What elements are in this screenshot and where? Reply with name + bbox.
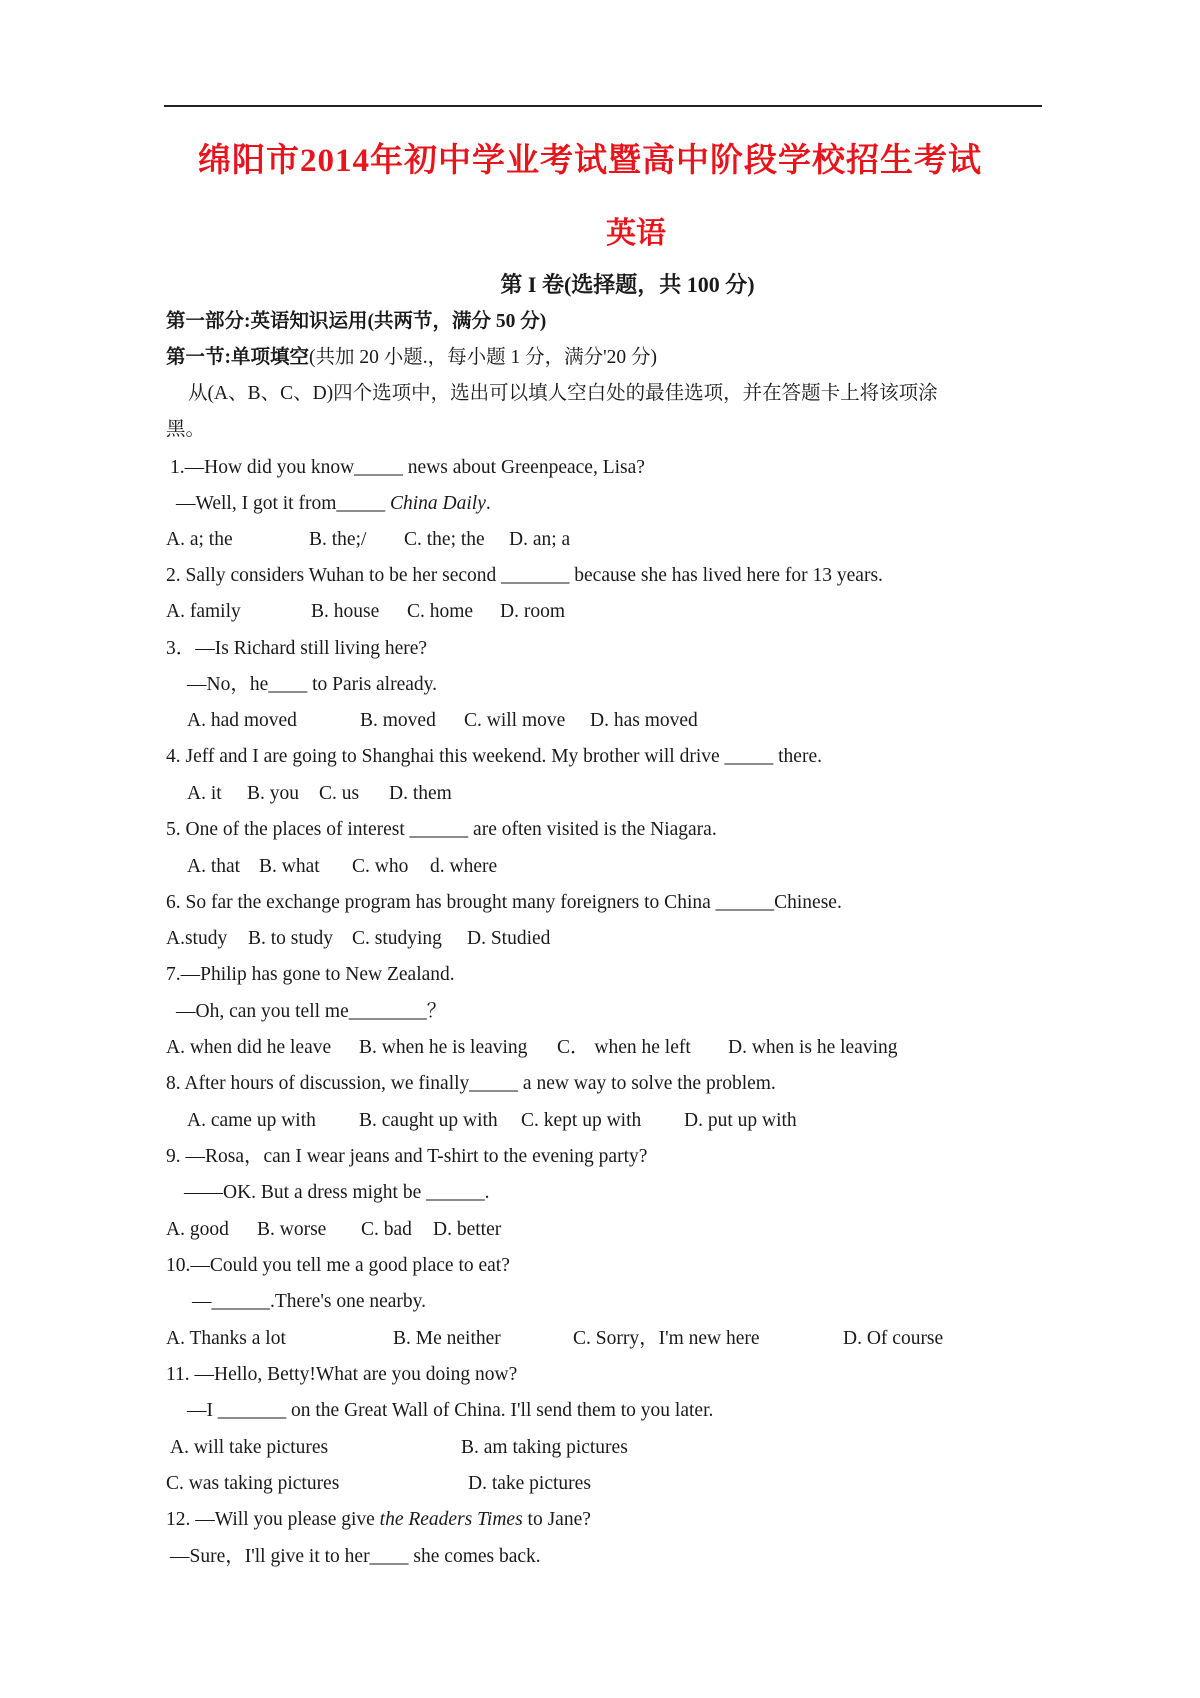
- volume-heading: 第 I 卷(选择题，共 100 分): [500, 272, 755, 297]
- question-5-options: [187, 855, 497, 879]
- exam-title: 绵阳市2014年初中学业考试暨高中阶段学校招生考试: [198, 143, 982, 179]
- question-3: 3．—Is Richard still living here?: [166, 638, 428, 659]
- option-a[interactable]: A. family: [166, 601, 241, 622]
- option-d[interactable]: D. put up with: [684, 1110, 797, 1131]
- option-b[interactable]: B. the;/: [309, 529, 367, 550]
- option-d[interactable]: D. when is he leaving: [728, 1037, 898, 1058]
- option-c[interactable]: C. who: [352, 856, 409, 877]
- question-9-reply: ——OK. But a dress might be ______.: [184, 1182, 490, 1203]
- question-11: 11. —Hello, Betty!What are you doing now?: [166, 1364, 518, 1385]
- option-a[interactable]: A. came up with: [187, 1110, 316, 1131]
- question-10: 10.—Could you tell me a good place to eat?: [166, 1255, 510, 1276]
- question-11-reply: —I _______ on the Great Wall of China. I'll send them to you later.: [187, 1400, 714, 1421]
- option-c[interactable]: C. bad: [361, 1219, 412, 1240]
- question-7: 7.—Philip has gone to New Zealand.: [166, 964, 455, 985]
- reply-end: .: [485, 493, 491, 514]
- question-11-option-d[interactable]: D. take pictures: [468, 1473, 591, 1494]
- question-2: 2. Sally considers Wuhan to be her second _______ because she has lived here for 13 years.: [166, 565, 883, 586]
- option-d[interactable]: D. Studied: [467, 928, 551, 949]
- question-1-reply: [176, 492, 491, 516]
- newspaper-title: China Daily: [390, 493, 486, 514]
- question-7-reply: —Oh, can you tell me________？: [176, 1001, 447, 1022]
- question-10-options: [166, 1327, 943, 1351]
- option-a[interactable]: A. good: [166, 1219, 229, 1240]
- section-note: (共加 20 小题.，每小题 1 分，满分'20 分): [309, 347, 658, 368]
- question-7-options: [166, 1036, 898, 1060]
- part-heading: 第一部分:英语知识运用(共两节，满分 50 分): [166, 311, 547, 332]
- option-c[interactable]: C. Sorry，I'm new here: [573, 1328, 760, 1349]
- option-c[interactable]: C. the; the: [404, 529, 485, 550]
- question-11-option-a[interactable]: A. will take pictures: [170, 1437, 329, 1458]
- section-title: 第一节:单项填空: [166, 347, 309, 368]
- option-b[interactable]: B. you: [247, 783, 300, 804]
- option-a[interactable]: A.study: [166, 928, 228, 949]
- question-10-reply: —______.There's one nearby.: [192, 1291, 427, 1312]
- option-d[interactable]: D. them: [389, 783, 452, 804]
- newspaper-title: the Readers Times: [379, 1509, 523, 1530]
- question-5: 5. One of the places of interest ______ are often visited is the Niagara.: [166, 819, 717, 840]
- option-a[interactable]: A. that: [187, 856, 241, 877]
- option-d[interactable]: D. has moved: [590, 710, 698, 731]
- question-6: 6. So far the exchange program has brought many foreigners to China ______Chinese.: [166, 892, 842, 913]
- question-4-options: [187, 782, 452, 806]
- option-b[interactable]: B. what: [259, 856, 320, 877]
- option-b[interactable]: B. Me neither: [393, 1328, 501, 1349]
- instructions-line-2: 黑。: [166, 419, 206, 440]
- option-a[interactable]: A. when did he leave: [166, 1037, 332, 1058]
- question-12: [166, 1508, 591, 1532]
- option-c[interactable]: C. home: [407, 601, 474, 622]
- option-b[interactable]: B. house: [311, 601, 380, 622]
- option-d[interactable]: d. where: [430, 856, 498, 877]
- question-1: 1.—How did you know_____ news about Greenpeace, Lisa?: [170, 457, 645, 478]
- option-d[interactable]: D. better: [433, 1219, 502, 1240]
- question-8: 8. After hours of discussion, we finally_____ a new way to solve the problem.: [166, 1073, 776, 1094]
- option-d[interactable]: D. room: [500, 601, 565, 622]
- option-b[interactable]: B. when he is leaving: [359, 1037, 528, 1058]
- question-3-options: [187, 709, 698, 733]
- option-a[interactable]: A. a; the: [166, 529, 233, 550]
- option-d[interactable]: D. an; a: [509, 529, 571, 550]
- subject-heading: 英语: [606, 217, 666, 250]
- instructions-line-1: 从(A、B、C、D)四个选项中，选出可以填人空白处的最佳选项，并在答题卡上将该项涂: [188, 383, 938, 404]
- option-c[interactable]: C. studying: [352, 928, 442, 949]
- question-8-options: [187, 1109, 797, 1133]
- reply-text: —Well, I got it from_____: [176, 493, 390, 514]
- question-1-options: [166, 528, 570, 552]
- question-12-end: to Jane?: [522, 1509, 591, 1530]
- option-b[interactable]: B. moved: [360, 710, 436, 731]
- option-a[interactable]: A. had moved: [187, 710, 297, 731]
- option-c[interactable]: C. will move: [464, 710, 566, 731]
- option-b[interactable]: B. worse: [257, 1219, 327, 1240]
- option-a[interactable]: A. it: [187, 783, 222, 804]
- option-a[interactable]: A. Thanks a lot: [166, 1328, 286, 1349]
- option-c[interactable]: C. us: [319, 783, 360, 804]
- question-9-options: [166, 1218, 501, 1242]
- question-2-options: [166, 600, 565, 624]
- question-12-reply: —Sure，I'll give it to her____ she comes back.: [170, 1546, 541, 1567]
- question-6-options: [166, 927, 550, 951]
- question-9: 9. —Rosa，can I wear jeans and T-shirt to the evening party?: [166, 1146, 648, 1167]
- section-heading: [166, 346, 657, 370]
- option-b[interactable]: B. to study: [248, 928, 334, 949]
- option-b[interactable]: B. caught up with: [359, 1110, 498, 1131]
- question-11-option-c[interactable]: C. was taking pictures: [166, 1473, 340, 1494]
- option-c[interactable]: C. kept up with: [521, 1110, 642, 1131]
- question-3-reply: —No，he____ to Paris already.: [187, 674, 438, 695]
- top-rule: [164, 105, 1042, 107]
- question-11-option-b[interactable]: B. am taking pictures: [461, 1437, 628, 1458]
- option-c[interactable]: C． when he left: [557, 1037, 691, 1058]
- option-d[interactable]: D. Of course: [843, 1328, 944, 1349]
- question-4: 4. Jeff and I are going to Shanghai this weekend. My brother will drive _____ there.: [166, 746, 822, 767]
- question-12-text: 12. —Will you please give: [166, 1509, 380, 1530]
